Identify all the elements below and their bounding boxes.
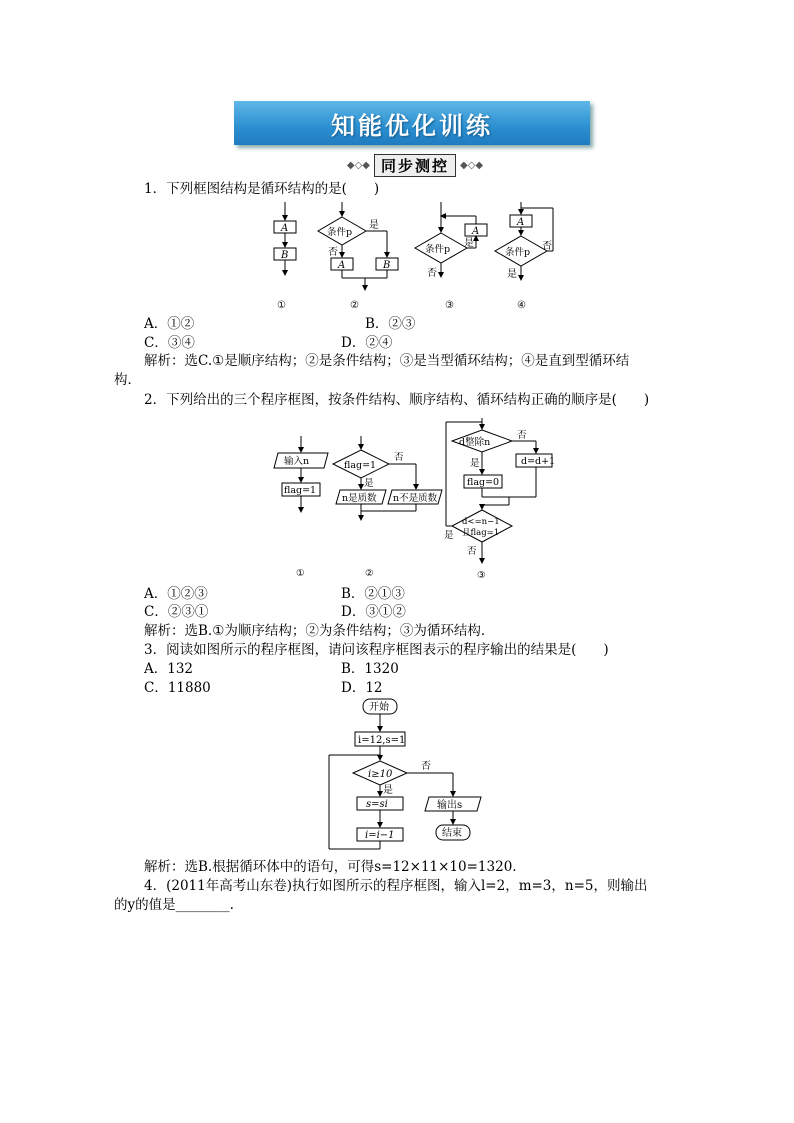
q3-option-a: A．132 [144,661,194,677]
q2-f3-no-bottom: 否 [467,546,477,557]
q3-yes: 是 [383,785,393,796]
q1-f3-no: 否 [427,268,437,279]
q1-f2-a-label: A [338,260,346,271]
q1-fig-num-2: ② [350,300,359,311]
subtitle-text: 同步测控 [374,154,456,177]
q1-f1-b-label: B [281,250,289,261]
q1-fig-num-1: ① [277,300,286,311]
q3-option-b: B．1320 [341,661,399,677]
q1-option-a: A．①② [144,316,195,332]
q2-figure [270,416,556,581]
q1-analysis-line2: 构． [114,372,141,388]
q2-d-increment: d=d+1 [521,456,556,467]
q1-f3-yes: 是 [464,238,474,249]
q3-init: i=12,s=1 [358,735,406,746]
q4-line2: 的y的值是________. [114,897,234,913]
q2-fig-num-2: ② [365,568,374,579]
q2-stem: 2．下列给出的三个程序框图，按条件结构、顺序结构、循环结构正确的顺序是( ) [144,392,650,408]
q1-f4-a-label: A [517,217,525,228]
q2-d-divides-n: d整除n [459,437,491,448]
q2-option-b: B．②①③ [341,586,405,602]
q1-figure [255,200,575,315]
q2-f3-no-top: 否 [517,430,527,441]
q3-dec: i=i−1 [365,830,395,841]
q3-end: 结束 [442,828,462,839]
q1-f2-no: 否 [328,247,338,258]
q1-f3-cond: 条件p [425,244,451,255]
q2-not-prime: n不是质数 [393,493,438,504]
q1-fig-num-4: ④ [517,300,526,311]
decor-right: ◆◇◆ [460,159,484,171]
q3-option-d: D．12 [341,680,383,696]
q2-flag0: flag=0 [467,477,500,488]
q2-f1-flag1: flag=1 [284,485,317,496]
page-title: 知能优化训练 [331,111,493,140]
q4-line1: 4．(2011年高考山东卷)执行如图所示的程序框图，输入l=2，m=3，n=5，则输出 [144,878,648,894]
q1-f4-yes: 是 [507,269,517,280]
q3-output: 输出s [437,800,463,811]
section-subtitle [330,154,500,176]
q3-cond: i≥10 [368,769,393,780]
q1-f4-no: 否 [542,241,552,252]
q2-f2-no: 否 [394,452,404,463]
q1-f2-b-label: B [383,260,391,271]
q2-f3-yes-bottom: 是 [444,530,454,541]
q2-input-n: 输入n [284,456,310,467]
q2-option-c: C．②③① [144,604,209,620]
q2-loop-cond-1: d<=n−1 [462,517,500,527]
q1-fig-num-3: ③ [445,300,454,311]
q1-f2-cond: 条件p [327,227,353,238]
q2-option-d: D．③①② [341,604,406,620]
q3-body: s=si [366,799,388,810]
q1-f2-yes: 是 [369,220,379,231]
q3-analysis: 解析：选B.根据循环体中的语句，可得s=12×11×10=1320. [144,859,517,875]
q2-option-a: A．①②③ [144,586,208,602]
q2-fig-num-3: ③ [477,570,486,581]
q1-f4-cond: 条件p [505,247,531,258]
q3-stem: 3．阅读如图所示的程序框图，请问该程序框图表示的程序输出的结果是( ) [144,642,609,658]
q1-f1-a-label: A [281,223,289,234]
q2-f3-yes-top: 是 [470,458,480,469]
q2-analysis: 解析：选B.①为顺序结构；②为条件结构；③为循环结构． [144,623,495,639]
q3-no: 否 [421,761,431,772]
q2-fig-num-1: ① [296,568,305,579]
q3-option-c: C．11880 [144,680,211,696]
q1-option-d: D．②④ [341,335,393,351]
q1-option-b: B．②③ [365,316,416,332]
q2-f2-yes: 是 [364,478,374,489]
q2-loop-cond-2: 且flag=1 [462,528,500,538]
title-banner [234,101,590,145]
q1-option-c: C．③④ [144,335,195,351]
q3-start: 开始 [369,702,389,713]
q2-f2-cond: flag=1 [344,460,377,471]
q1-analysis-line1: 解析：选C.①是顺序结构；②是条件结构；③是当型循环结构；④是直到型循环结 [144,353,630,369]
q1-stem: 1．下列框图结构是循环结构的是( ) [144,181,380,197]
decor-left: ◆◇◆ [346,159,370,171]
q3-figure [325,697,495,855]
q1-f3-a-label: A [472,226,480,237]
q2-is-prime: n是质数 [342,493,377,504]
